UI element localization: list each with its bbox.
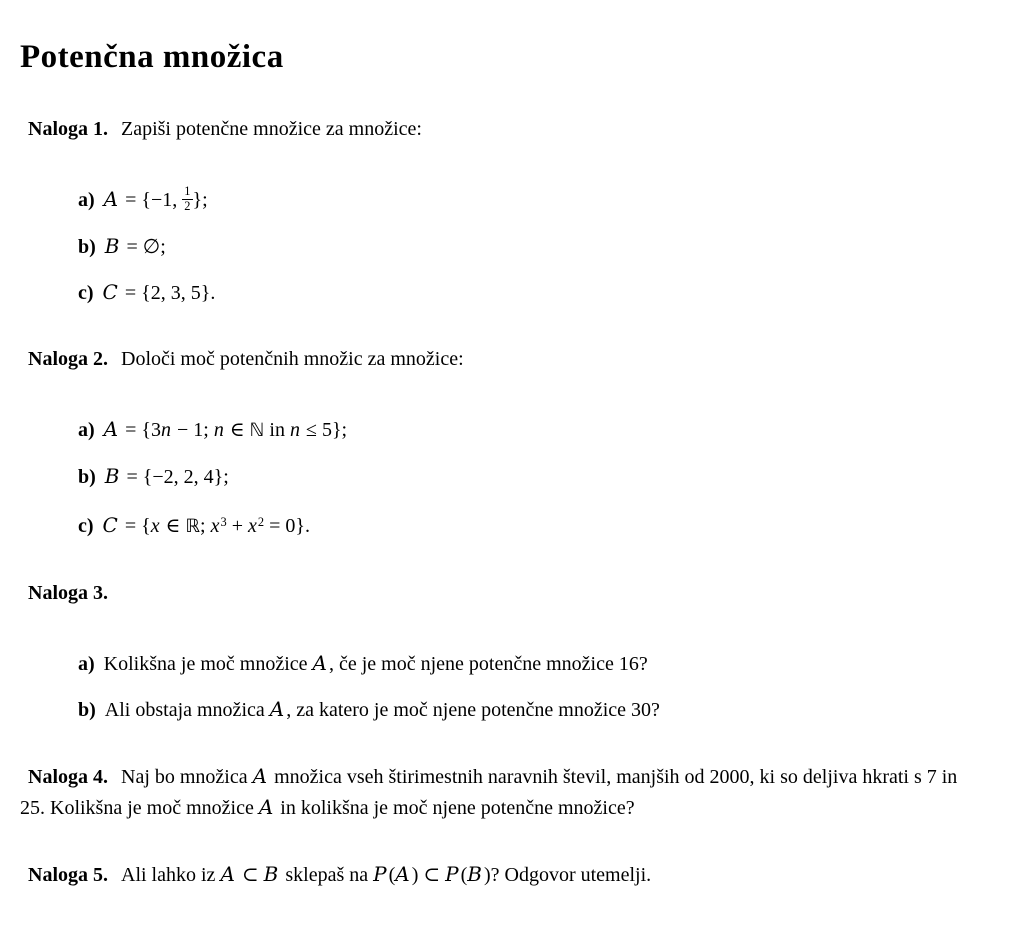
item-label: c) (78, 514, 94, 537)
page-title: Potenčna množica (20, 39, 284, 75)
task (20, 114, 986, 308)
text-run: , če je moč njene potenčne množice 16? (328, 652, 648, 675)
text-run: Naj bo množica (121, 765, 253, 788)
math-set-letter: A (312, 650, 327, 675)
text-run: )? Odgovor utemelji. (483, 863, 652, 886)
task-head (20, 859, 986, 890)
text-run: = ∅; (121, 235, 166, 258)
text-run: Zapiši potenčne množice za množice: (121, 118, 422, 140)
task-intro (121, 861, 652, 886)
text-run: = 0}. (264, 514, 310, 537)
item-label: b) (78, 465, 96, 488)
text-run: ; (200, 514, 211, 537)
math-variable: n (289, 418, 300, 441)
text-run: množica vseh štirimestnih naravnih števil, manjših od 2000, ki so deljiva hkrati s 7 in 25. Kolikšna je moč množice (20, 765, 958, 819)
item-text (104, 414, 986, 446)
item-text (104, 184, 986, 216)
task (20, 859, 986, 890)
text-run: Določi moč potenčnih množic za množice: (121, 347, 464, 370)
text-run: − 1; (172, 418, 214, 441)
task-head (20, 344, 986, 374)
math-set-letter: P (373, 861, 387, 886)
list-item (20, 461, 986, 492)
item-label: b) (78, 698, 96, 721)
task-head (20, 578, 986, 608)
math-variable: n (213, 418, 224, 441)
math-set-letter: B (467, 861, 482, 886)
item-list (20, 414, 986, 542)
item-label: a) (78, 652, 95, 675)
text-run: = {2, 3, 5}. (119, 281, 216, 304)
math-number-set: ℝ (185, 515, 201, 537)
list-item (20, 277, 986, 308)
math-set-letter: A (220, 861, 235, 886)
task (20, 761, 986, 823)
list-item (20, 231, 986, 262)
item-text (105, 231, 986, 262)
task-label: Naloga 4. (28, 765, 108, 788)
task (20, 578, 986, 725)
task-label: Naloga 3. (28, 581, 108, 604)
task-head (20, 114, 986, 144)
math-set-letter: B (104, 463, 120, 488)
text-run: = {−1, (120, 189, 183, 211)
math-set-letter: A (103, 187, 119, 211)
item-label: a) (78, 418, 95, 441)
task-list (20, 114, 986, 890)
item-list (20, 648, 986, 725)
math-set-letter: B (263, 861, 279, 886)
math-fraction (182, 185, 192, 213)
list-item (20, 648, 986, 679)
math-set-letter: C (102, 512, 118, 537)
item-label: c) (78, 281, 94, 304)
text-run: ∈ (160, 514, 186, 537)
text-run: ) ⊂ (411, 863, 446, 886)
item-text (104, 648, 986, 679)
text-run: in kolikšna je moč njene potenčne množice? (275, 796, 635, 819)
text-run: ( (388, 863, 396, 886)
list-item (20, 414, 986, 446)
task-label: Naloga 2. (28, 347, 108, 370)
text-run: = { (119, 514, 151, 537)
math-set-letter: P (445, 861, 459, 886)
math-variable: x (150, 514, 160, 537)
text-run: + (226, 514, 248, 537)
math-set-letter: A (258, 794, 274, 819)
fraction-numerator: 1 (184, 184, 191, 199)
text-run: }; (192, 189, 208, 211)
task-label: Naloga 1. (28, 118, 108, 140)
math-set-letter: B (104, 233, 120, 258)
item-text (105, 461, 986, 492)
math-set-letter: A (395, 861, 410, 886)
text-run: sklepaš na (280, 863, 374, 886)
math-variable: n (161, 418, 172, 441)
task-label: Naloga 5. (28, 863, 108, 886)
text-run: Ali obstaja množica (104, 698, 270, 721)
task-intro (121, 348, 464, 370)
list-item (20, 184, 986, 216)
text-run: ( (460, 863, 468, 886)
fraction-denominator: 2 (184, 198, 191, 213)
text-run: = {3 (120, 418, 162, 441)
math-exponent: 2 (257, 514, 265, 529)
task-head (20, 761, 986, 823)
text-run: ∈ (224, 418, 250, 441)
text-run: ≤ 5}; (300, 418, 348, 441)
math-exponent: 3 (220, 514, 227, 529)
task-intro (121, 118, 422, 140)
text-run: = {−2, 2, 4}; (121, 465, 229, 488)
item-label: a) (78, 189, 95, 211)
math-variable: x (247, 514, 257, 537)
list-item (20, 507, 986, 542)
math-set-letter: A (269, 696, 285, 721)
list-item (20, 694, 986, 725)
math-set-letter: A (252, 763, 268, 788)
item-text (105, 694, 986, 725)
math-number-set: ℕ (249, 419, 265, 441)
text-run: in (264, 418, 290, 441)
text-run: ⊂ (236, 863, 264, 886)
text-run: Kolikšna je moč množice (103, 652, 313, 675)
text-run: , za katero je moč njene potenčne množice 30? (286, 698, 660, 721)
item-label: b) (78, 235, 96, 258)
math-set-letter: A (103, 416, 119, 441)
text-run: Ali lahko iz (121, 863, 221, 886)
math-set-letter: C (102, 279, 118, 304)
task (20, 344, 986, 542)
task-intro (20, 763, 958, 819)
item-text (103, 277, 986, 308)
item-text (103, 507, 986, 542)
math-variable: x (210, 514, 220, 537)
item-list (20, 184, 986, 308)
